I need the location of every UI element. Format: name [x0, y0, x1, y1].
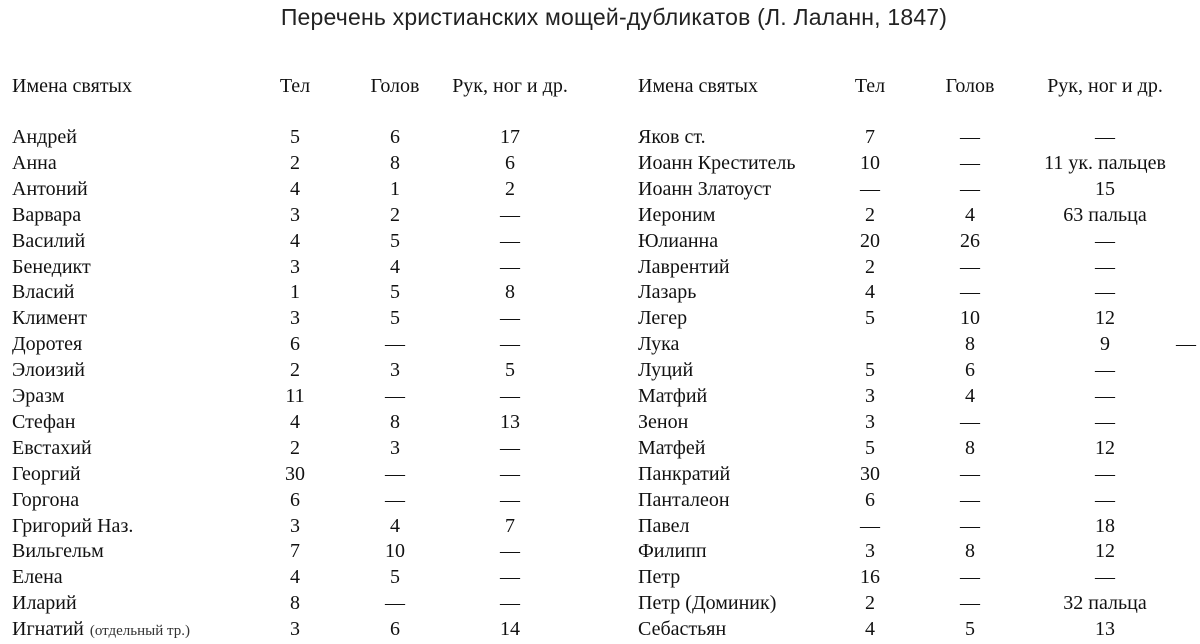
- heads-cell: —: [385, 385, 405, 407]
- bodies-cell: 6: [865, 489, 875, 511]
- saint-name-cell: Елена: [12, 566, 63, 588]
- saint-name-cell: Григорий Наз.: [12, 515, 134, 537]
- other-cell: 12: [1095, 307, 1115, 329]
- bodies-cell: 3: [865, 385, 875, 407]
- other-cell: —: [500, 540, 520, 562]
- heads-cell: 1: [390, 178, 400, 200]
- other-cell: —: [1095, 359, 1115, 381]
- bodies-cell: 8: [290, 592, 300, 614]
- bodies-cell: 6: [290, 333, 300, 355]
- other-cell: —: [1095, 385, 1115, 407]
- bodies-cell: 2: [290, 152, 300, 174]
- saint-name-with-note: [12, 616, 190, 644]
- heads-cell: 5: [390, 307, 400, 329]
- saint-name-cell: Горгона: [12, 489, 80, 511]
- saint-name-cell: Яков ст.: [638, 126, 706, 148]
- other-cell: 12: [1095, 540, 1115, 562]
- bodies-cell: —: [860, 178, 880, 200]
- other-cell: —: [500, 204, 520, 226]
- heads-cell: —: [385, 463, 405, 485]
- heads-cell: 5: [965, 618, 975, 640]
- heads-cell: —: [960, 281, 980, 303]
- bodies-cell: 3: [290, 618, 300, 640]
- header-other-left: Рук, ног и др.: [452, 75, 568, 97]
- other-cell: —: [500, 592, 520, 614]
- saint-name-cell: Антоний: [12, 178, 88, 200]
- saint-name-cell: Андрей: [12, 126, 77, 148]
- bodies-cell: 4: [865, 281, 875, 303]
- heads-cell: —: [960, 489, 980, 511]
- saint-name-cell: Луций: [638, 359, 694, 381]
- bodies-cell: 1: [290, 281, 300, 303]
- other-cell: 32 пальца: [1063, 592, 1147, 614]
- other-cell: 13: [500, 411, 520, 433]
- other-cell: —: [1095, 566, 1115, 588]
- saint-name-cell: Матфей: [638, 437, 706, 459]
- other-cell: 15: [1095, 178, 1115, 200]
- bodies-cell: 3: [290, 204, 300, 226]
- other-cell: 17: [500, 126, 520, 148]
- header-other-right: Рук, ног и др.: [1047, 75, 1163, 97]
- bodies-cell: 6: [290, 489, 300, 511]
- heads-cell: 4: [965, 204, 975, 226]
- bodies-cell: 4: [290, 411, 300, 433]
- saint-name-cell: Василий: [12, 230, 86, 252]
- bodies-cell: 3: [865, 540, 875, 562]
- bodies-cell: 20: [860, 230, 880, 252]
- heads-cell: —: [960, 152, 980, 174]
- other-cell: 6: [505, 152, 515, 174]
- other-cell: —: [500, 385, 520, 407]
- saint-name-cell: Юлианна: [638, 230, 719, 252]
- saint-name-cell: Легер: [638, 307, 688, 329]
- saint-name-cell: Элоизий: [12, 359, 85, 381]
- other-cell: —: [1095, 411, 1115, 433]
- other-cell: —: [1095, 256, 1115, 278]
- header-name-left: Имена святых: [12, 75, 132, 97]
- saint-name-cell: Климент: [12, 307, 87, 329]
- bodies-cell: 5: [865, 359, 875, 381]
- extra-dash-cell: —: [1176, 333, 1196, 355]
- other-cell: —: [500, 437, 520, 459]
- other-cell: 2: [505, 178, 515, 200]
- bodies-cell: 7: [865, 126, 875, 148]
- heads-cell: —: [385, 333, 405, 355]
- other-cell: 7: [505, 515, 515, 537]
- heads-cell: —: [960, 566, 980, 588]
- other-cell: —: [500, 230, 520, 252]
- heads-cell: 6: [390, 126, 400, 148]
- heads-cell: 5: [390, 281, 400, 303]
- bodies-cell: 2: [865, 592, 875, 614]
- other-cell: —: [1095, 463, 1115, 485]
- heads-cell: 26: [960, 230, 980, 252]
- other-cell: —: [500, 463, 520, 485]
- heads-cell: 8: [965, 540, 975, 562]
- other-cell: —: [500, 566, 520, 588]
- saint-name-cell: Власий: [12, 281, 75, 303]
- heads-cell: —: [960, 411, 980, 433]
- bodies-cell: 7: [290, 540, 300, 562]
- saint-name-cell: Стефан: [12, 411, 76, 433]
- heads-cell: 5: [390, 230, 400, 252]
- heads-cell: 8: [965, 437, 975, 459]
- other-cell: —: [1095, 489, 1115, 511]
- saint-name-cell: Матфий: [638, 385, 708, 407]
- heads-cell: —: [960, 256, 980, 278]
- other-cell: 12: [1095, 437, 1115, 459]
- header-bodies-left: Тел: [279, 75, 311, 97]
- bodies-cell: 3: [290, 307, 300, 329]
- bodies-cell: 11: [285, 385, 305, 407]
- heads-cell: 10: [960, 307, 980, 329]
- bodies-cell: 10: [860, 152, 880, 174]
- other-cell: 13: [1095, 618, 1115, 640]
- saint-name-cell: Павел: [638, 515, 690, 537]
- saint-note: (отдельный тр.): [89, 623, 190, 639]
- header-name-right: Имена святых: [638, 75, 758, 97]
- heads-cell: —: [960, 463, 980, 485]
- saint-name-cell: Лука: [638, 333, 680, 355]
- bodies-cell: 2: [865, 204, 875, 226]
- heads-cell: 6: [965, 359, 975, 381]
- other-cell: —: [1095, 230, 1115, 252]
- bodies-cell: 30: [285, 463, 305, 485]
- heads-cell: 10: [385, 540, 405, 562]
- saint-name-cell: Иероним: [638, 204, 716, 226]
- other-cell: —: [500, 256, 520, 278]
- saint-name-cell: Иларий: [12, 592, 77, 614]
- bodies-cell: 4: [865, 618, 875, 640]
- heads-cell: 4: [965, 385, 975, 407]
- bodies-cell: 4: [290, 566, 300, 588]
- heads-cell: —: [960, 178, 980, 200]
- other-cell: —: [500, 333, 520, 355]
- heads-cell: 8: [965, 333, 975, 355]
- heads-cell: 5: [390, 566, 400, 588]
- heads-cell: —: [960, 592, 980, 614]
- bodies-cell: 5: [290, 126, 300, 148]
- saint-name-cell: Лаврентий: [638, 256, 730, 278]
- heads-cell: 3: [390, 359, 400, 381]
- other-cell: 8: [505, 281, 515, 303]
- heads-cell: 4: [390, 515, 400, 537]
- other-cell: 63 пальца: [1063, 204, 1147, 226]
- heads-cell: 8: [390, 411, 400, 433]
- other-cell: —: [500, 489, 520, 511]
- heads-cell: —: [385, 592, 405, 614]
- bodies-cell: 16: [860, 566, 880, 588]
- saint-name-cell: Бенедикт: [12, 256, 91, 278]
- heads-cell: —: [385, 489, 405, 511]
- bodies-cell: —: [860, 515, 880, 537]
- saint-name-cell: Филипп: [638, 540, 707, 562]
- other-cell: 18: [1095, 515, 1115, 537]
- other-cell: 11 ук. пальцев: [1044, 152, 1166, 174]
- header-heads-left: Голов: [370, 75, 420, 97]
- other-cell: —: [1095, 126, 1115, 148]
- heads-cell: 6: [390, 618, 400, 640]
- other-cell: 5: [505, 359, 515, 381]
- bodies-cell: 30: [860, 463, 880, 485]
- saint-name-cell: Эразм: [12, 385, 65, 407]
- bodies-cell: 3: [290, 515, 300, 537]
- saint-name-cell: Панкратий: [638, 463, 731, 485]
- other-cell: 14: [500, 618, 520, 640]
- saint-name-cell: Вильгельм: [12, 540, 104, 562]
- saint-name-cell: Лазарь: [638, 281, 697, 303]
- other-cell: 9: [1100, 333, 1110, 355]
- bodies-cell: 4: [290, 178, 300, 200]
- other-cell: —: [1095, 281, 1115, 303]
- saint-name-cell: Георгий: [12, 463, 81, 485]
- bodies-cell: 4: [290, 230, 300, 252]
- saint-name-cell: Евстахий: [12, 437, 92, 459]
- saint-name: Игнатий: [12, 618, 84, 640]
- heads-cell: 2: [390, 204, 400, 226]
- header-heads-right: Голов: [945, 75, 995, 97]
- saint-name-cell: Иоанн Златоуст: [638, 178, 772, 200]
- bodies-cell: 2: [865, 256, 875, 278]
- page-title: Перечень христианских мощей-дубликатов (Л. Лаланн, 1847): [280, 4, 948, 30]
- saint-name-cell: Петр (Доминик): [638, 592, 777, 614]
- saint-name-cell: Доротея: [12, 333, 83, 355]
- saint-name-cell: Иоанн Креститель: [638, 152, 796, 174]
- saint-name-cell: Петр: [638, 566, 681, 588]
- heads-cell: 3: [390, 437, 400, 459]
- saint-name-cell: Себастьян: [638, 618, 727, 640]
- heads-cell: —: [960, 126, 980, 148]
- heads-cell: —: [960, 515, 980, 537]
- heads-cell: 8: [390, 152, 400, 174]
- header-bodies-right: Тел: [854, 75, 886, 97]
- bodies-cell: 2: [290, 437, 300, 459]
- bodies-cell: 5: [865, 307, 875, 329]
- bodies-cell: 3: [865, 411, 875, 433]
- heads-cell: 4: [390, 256, 400, 278]
- other-cell: —: [500, 307, 520, 329]
- saint-name-cell: Зенон: [638, 411, 689, 433]
- bodies-cell: 2: [290, 359, 300, 381]
- saint-name-cell: Варвара: [12, 204, 82, 226]
- saint-name-cell: Анна: [12, 152, 57, 174]
- bodies-cell: 3: [290, 256, 300, 278]
- bodies-cell: 5: [865, 437, 875, 459]
- saint-name-cell: Панталеон: [638, 489, 730, 511]
